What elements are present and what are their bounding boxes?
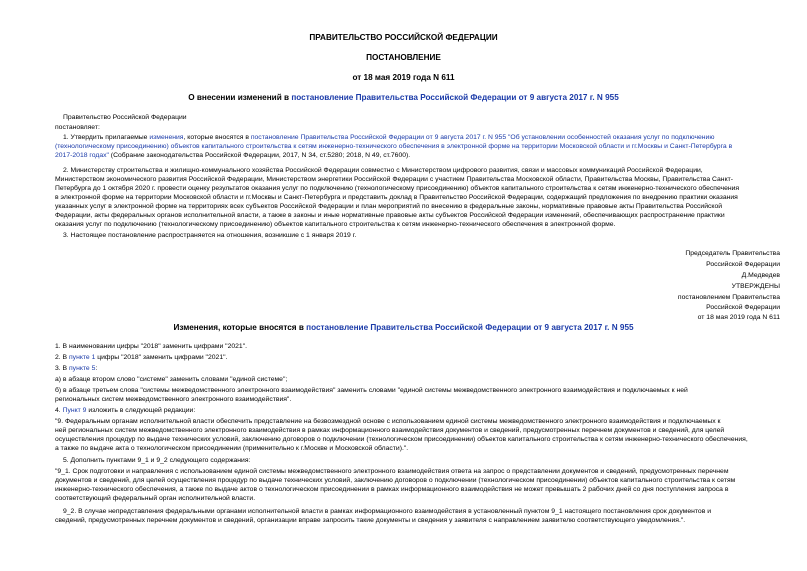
changes-title-prefix: Изменения, которые вносятся в <box>173 323 307 332</box>
preamble-line-1: Правительство Российской Федерации <box>63 114 187 121</box>
text-fragment: изложить в следующей редакции: <box>86 407 196 414</box>
government-heading: ПРАВИТЕЛЬСТВО РОССИЙСКОЙ ФЕДЕРАЦИИ <box>309 33 498 42</box>
point-1-link[interactable]: пункте 1 <box>68 354 96 361</box>
change-item-5-quote-4: соответствующий федеральный орган исполнительной власти. <box>55 495 256 502</box>
preamble-line-2: постановляет: <box>55 124 100 131</box>
point-9-link[interactable]: Пункт 9 <box>62 407 87 414</box>
approved-date-number: от 18 мая 2019 года N 611 <box>697 314 780 321</box>
paragraph-2-line-3: Петербурга до 1 октября 2020 г. провести оценку результатов оказания услуг по подключению (технологическому присоединению) объектов капитального строительства к сетям инженерно-технического обеспечения <box>55 185 740 192</box>
paragraph-1-line-3 <box>55 151 410 160</box>
signature-position-1: Председатель Правительства <box>685 250 780 257</box>
resolution-955-link-end[interactable]: 2017-2018 годах" <box>55 152 109 159</box>
point-5-link[interactable]: пункте 5 <box>68 365 96 372</box>
text-fragment: 3. В <box>55 365 69 372</box>
paragraph-2-line-6: Федерации, акты федеральных органов исполнительной власти, а также в законы и иные нормативные правовые акты субъектов Российской Федерации изменений, обеспечивающих распространение практики <box>55 212 725 219</box>
text-fragment: , которые вносятся в <box>183 134 251 141</box>
paragraph-2-line-5: указанных услуг в электронной форме на территориях всех субъектов Российской Федерации и план мероприятий по внесению в федеральные законы, нормативные правовые акты Правительства Российской <box>55 203 723 210</box>
signature-position-2: Российской Федерации <box>706 261 780 268</box>
text-fragment: : <box>95 365 98 372</box>
change-item-4-quote-1: "9. Федеральным органам исполнительной власти обеспечить представление на безвозмездной основе с использованием единой системы межведомственного электронного взаимодействия и подключаемых к <box>55 418 721 425</box>
paragraph-2-line-7: оказания услуг по подключению (технологическому присоединению) объектов капитального строительства к сетям инженерно-технического обеспечения в электронной форме. <box>55 221 616 228</box>
change-item-1: 1. В наименовании цифры "2018" заменить цифрами "2021". <box>55 343 247 350</box>
change-item-5-r-1: 9_2. В случае непредставления федеральными органами исполнительной власти в рамках информационного взаимодействия в установленный пунктом 9_1 настоящего постановления срок документов и <box>63 508 711 515</box>
change-item-5-r-2: сведений, предусмотренных перечнем документов и сведений, организации вправе запросить такие документы и сведения у заявителя с направлением заявителю соответствующего уведомления.". <box>55 517 686 524</box>
paragraph-1-line-1 <box>63 133 714 142</box>
change-item-5-quote-3: инженерно-технического обеспечения, а также по выдаче актов о технологическом присоединении в рамках информационного взаимодействия не может превышать 2 рабочих дней со дня поступления запроса в <box>55 486 729 493</box>
change-item-4-quote-3: осуществления процедур по выдаче технических условий, заключению договоров о подключении (технологическом присоединении) объектов капитального строительства к сетям инженерно-технического обеспечения, <box>55 436 748 443</box>
change-item-4-quote-2: ней региональных систем межведомственного электронного взаимодействия в рамках информационного взаимодействия документов и сведений, предусмотренных перечнем документов и сведений, для целей <box>55 427 725 434</box>
approved-by-line-2: Российской Федерации <box>706 304 780 311</box>
change-item-3 <box>55 364 97 373</box>
change-item-5-quote-1: "9_1. Срок подготовки и направления с использованием единой системы межведомственного электронного взаимодействия ответа на запрос о представлении документов и сведений, предусмотренных перечнем <box>55 468 729 475</box>
resolution-955-link-continued[interactable]: (технологическому присоединению) объектов капитального строительства к сетям инженерно-технического обеспечения в электронной форме на территории Московской области и гг.Москвы и Санкт-Петербурга в <box>55 143 733 150</box>
text-fragment: (Собрание законодательства Российской Федерации, 2017, N 34, ст.5280; 2018, N 49, ст.7600). <box>108 152 411 159</box>
change-item-3b-line-2: региональных систем межведомственного электронного взаимодействия". <box>55 396 292 403</box>
change-item-5-quote-2: документов и сведений, для целей осуществления процедур по выдаче технических условий, заключению договоров о подключении (технологическом присоединении) объектов капитального строительства к сетям <box>55 477 736 484</box>
changes-title <box>0 323 807 332</box>
change-item-3a: а) в абзаце втором слово "системе" заменить словами "единой системе"; <box>55 376 288 383</box>
text-fragment: 1. Утвердить прилагаемые <box>63 134 150 141</box>
signature-name: Д.Медведев <box>741 272 780 279</box>
document-title <box>0 93 807 102</box>
document-date-number: от 18 мая 2019 года N 611 <box>352 73 455 82</box>
text-fragment: 4. <box>55 407 63 414</box>
changes-link[interactable]: изменения <box>149 134 184 141</box>
resolution-955-link[interactable]: постановление Правительства Российской Федерации от 9 августа 2017 г. N 955 "Об установлении особенностей оказания услуг по подключению <box>250 134 715 141</box>
change-item-4-quote-4: а также по выдаче акта о технологическом присоединении (применительно к г.Москве и Московской области).". <box>55 445 409 452</box>
document-title-prefix: О внесении изменений в <box>188 93 292 102</box>
text-fragment: цифры "2018" заменить цифрами "2021". <box>95 354 228 361</box>
approved-label: УТВЕРЖДЕНЫ <box>731 283 780 290</box>
paragraph-2-line-4: в электронной форме на территории Московской области и гг.Москвы и Санкт-Петербурга и представить доклад в Правительство Российской Федерации, содержащий предложения по внедрению практики оказания <box>55 194 738 201</box>
changes-title-link[interactable]: постановление Правительства Российской Федерации от 9 августа 2017 г. N 955 <box>306 323 634 332</box>
change-item-4 <box>55 406 195 415</box>
paragraph-2-line-2: Министерством экономического развития Российской Федерации, Министерством энергетики Российской Федерации с участием Правительства Московской области, Правительства Москвы, Правительства Санкт- <box>55 176 733 183</box>
document-type-heading: ПОСТАНОВЛЕНИЕ <box>366 53 441 62</box>
change-item-3b-line-1: б) в абзаце третьем слова "системы межведомственного электронного взаимодействия" заменить словами "единой системы межведомственного электронного взаимодействия и подключаемых к ней <box>55 387 688 394</box>
approved-by-line-1: постановлением Правительства <box>677 294 780 301</box>
paragraph-1-line-2 <box>55 142 732 151</box>
change-item-2 <box>55 353 227 362</box>
change-item-5: 5. Дополнить пунктами 9_1 и 9_2 следующего содержания: <box>63 457 251 464</box>
document-title-link[interactable]: постановление Правительства Российской Федерации от 9 августа 2017 г. N 955 <box>291 93 619 102</box>
text-fragment: 2. В <box>55 354 69 361</box>
paragraph-3: 3. Настоящее постановление распространяется на отношения, возникшие с 1 января 2019 г. <box>63 232 357 239</box>
paragraph-2-line-1: 2. Министерству строительства и жилищно-коммунального хозяйства Российской Федерации совместно с Министерством цифрового развития, связи и массовых коммуникаций Российской Федерации, <box>63 167 703 174</box>
